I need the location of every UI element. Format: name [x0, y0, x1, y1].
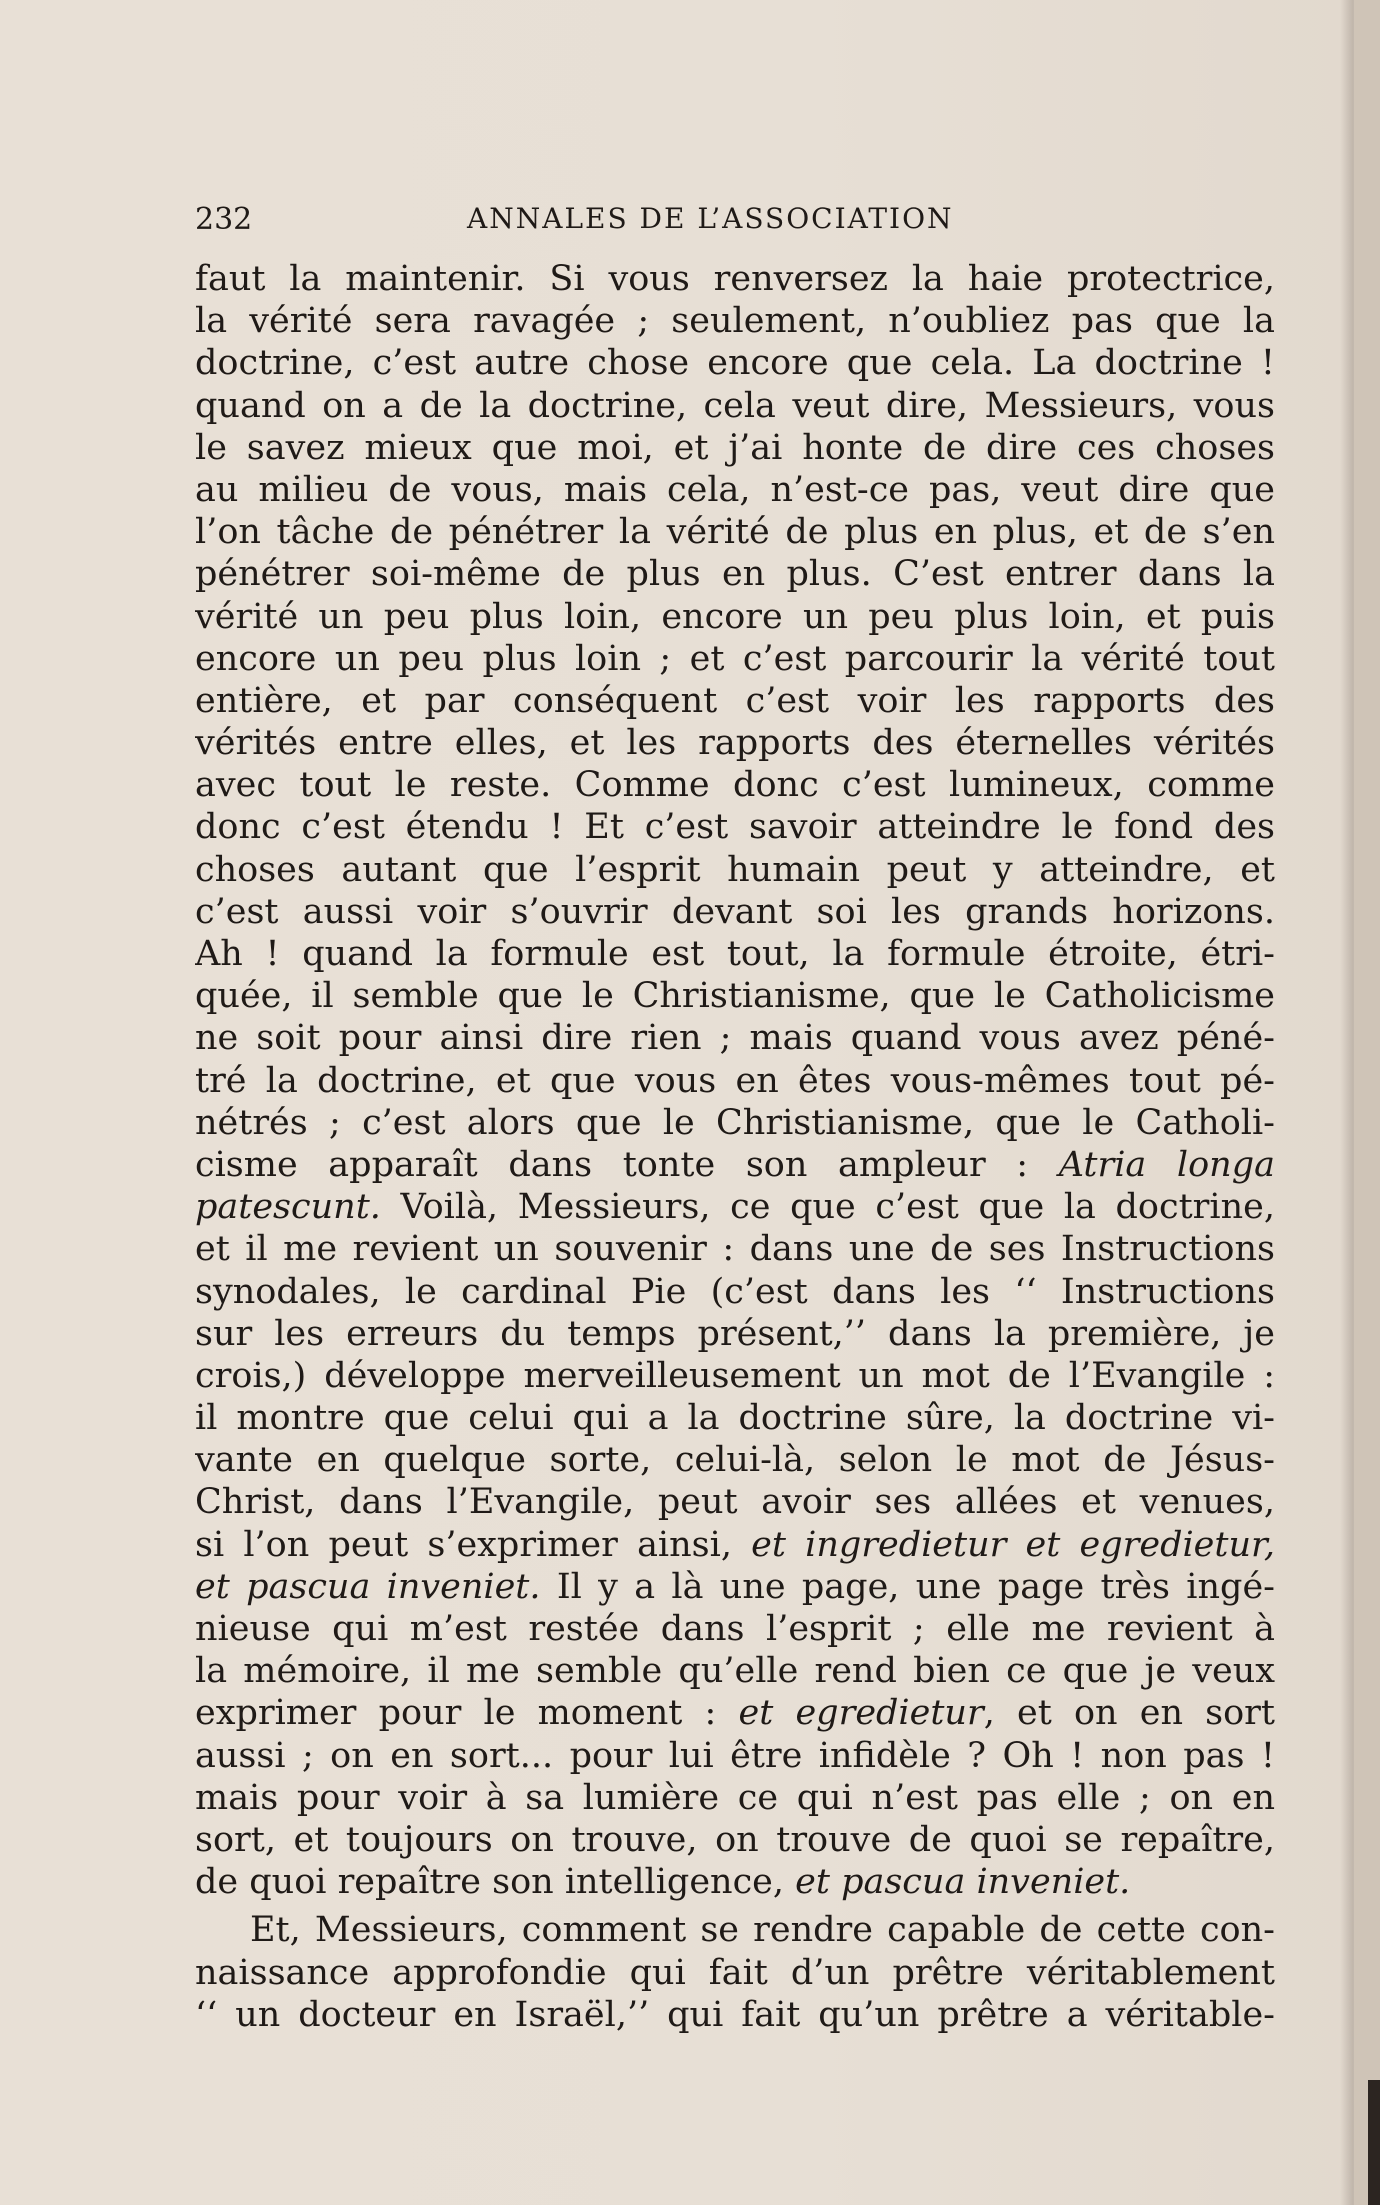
text-line: le savez mieux que moi, et j’ai honte de dire ces choses: [195, 427, 1275, 468]
text-line: quand on a de la doctrine, cela veut dire, Messieurs, vous: [195, 385, 1275, 426]
text-line: la vérité sera ravagée ; seulement, n’oubliez pas que la: [195, 301, 1275, 342]
text-line: aussi ; on en sort... pour lui être infidèle ? Oh ! non pas !: [195, 1735, 1275, 1776]
page-edge-dark: [1368, 2080, 1380, 2205]
text-line: sort, et toujours on trouve, on trouve de quoi se repaître,: [195, 1819, 1275, 1860]
text-segment: cisme apparaît dans tonte son ampleur :: [195, 1144, 1029, 1185]
text-line: naissance approfondie qui fait d’un prêtre véritablement: [195, 1952, 1275, 1993]
text-line: au milieu de vous, mais cela, n’est-ce pas, veut dire que: [195, 469, 1275, 510]
latin-quote: patescunt.: [195, 1187, 381, 1228]
text-line: nétrés ; c’est alors que le Christianisme, que le Catholi-: [195, 1102, 1275, 1143]
running-head: [195, 196, 1275, 240]
text-line: avec tout le reste. Comme donc c’est lumineux, comme: [195, 765, 1275, 806]
text-line: faut la maintenir. Si vous renversez la haie protectrice,: [195, 259, 1275, 299]
page-edge: [1354, 0, 1380, 2205]
text-segment: si l’on peut s’exprimer ainsi,: [195, 1524, 732, 1565]
page-edge-shadow: [1340, 0, 1354, 2205]
latin-quote: et pascua inveniet.: [795, 1862, 1131, 1903]
text-line: c’est aussi voir s’ouvrir devant soi les grands horizons.: [195, 891, 1275, 932]
text-line: sur les erreurs du temps présent,’’ dans la première, je: [195, 1313, 1275, 1354]
text-line: [195, 1524, 1275, 1566]
text-line: pénétrer soi-même de plus en plus. C’est entrer dans la: [195, 554, 1275, 595]
text-line: ne soit pour ainsi dire rien ; mais quand vous avez péné-: [195, 1018, 1275, 1059]
text-line: l’on tâche de pénétrer la vérité de plus en plus, et de s’en: [195, 512, 1275, 553]
text-line: il montre que celui qui a la doctrine sûre, la doctrine vi-: [195, 1398, 1275, 1439]
text-line: vante en quelque sorte, celui-là, selon le mot de Jésus-: [195, 1440, 1275, 1481]
text-line: [195, 1144, 1275, 1186]
text-line: Ah ! quand la formule est tout, la formule étroite, étri-: [195, 934, 1275, 974]
page-number: 232: [195, 202, 253, 237]
text-line: nieuse qui m’est restée dans l’esprit ; elle me revient à: [195, 1609, 1275, 1649]
text-line: synodales, le cardinal Pie (c’est dans les ‘‘ Instructions: [195, 1271, 1275, 1312]
text-line: donc c’est étendu ! Et c’est savoir atteindre le fond des: [195, 807, 1275, 848]
text-line: ‘‘ un docteur en Israël,’’ qui fait qu’un prêtre a véritable-: [195, 1994, 1275, 2035]
text-line: Christ, dans l’Evangile, peut avoir ses allées et venues,: [195, 1482, 1275, 1523]
text-segment: de quoi repaître son intelligence,: [195, 1862, 785, 1903]
text-line: encore un peu plus loin ; et c’est parcourir la vérité tout: [195, 638, 1275, 679]
latin-quote: Atria longa: [1058, 1144, 1275, 1185]
text-segment: Il y a là une page, une page très ingé-: [556, 1566, 1275, 1607]
text-line: la mémoire, il me semble qu’elle rend bien ce que je veux: [195, 1651, 1275, 1692]
running-title: ANNALES DE L’ASSOCIATION: [467, 202, 954, 235]
text-line: mais pour voir à sa lumière ce qui n’est pas elle ; on en: [195, 1777, 1275, 1818]
text-segment: Voilà, Messieurs, ce que c’est que la doctrine,: [400, 1187, 1275, 1228]
text-line: [195, 1861, 1275, 1903]
text-line: crois,) développe merveilleusement un mot de l’Evangile :: [195, 1355, 1275, 1396]
latin-quote: et ingredietur et egredietur,: [751, 1524, 1275, 1565]
text-line: tré la doctrine, et que vous en êtes vous-mêmes tout pé-: [195, 1060, 1275, 1101]
text-line: [195, 1566, 1275, 1608]
text-line: et il me revient un souvenir : dans une de ses Instructions: [195, 1229, 1275, 1270]
body-text: [195, 258, 1275, 2036]
text-line: vérité un peu plus loin, encore un peu plus loin, et puis: [195, 596, 1275, 637]
text-line: [195, 1692, 1275, 1734]
text-line: [195, 1186, 1275, 1228]
text-line: entière, et par conséquent c’est voir les rapports des: [195, 680, 1275, 721]
text-line: doctrine, c’est autre chose encore que cela. La doctrine !: [195, 343, 1275, 384]
text-line: vérités entre elles, et les rapports des éternelles vérités: [195, 723, 1275, 764]
text-segment: , et on en sort: [983, 1693, 1275, 1734]
text-line: Et, Messieurs, comment se rendre capable de cette con-: [250, 1910, 1275, 1951]
latin-quote: et egredietur: [738, 1693, 984, 1734]
text-segment: exprimer pour le moment :: [195, 1693, 717, 1734]
text-line: quée, il semble que le Christianisme, que le Catholicisme: [195, 976, 1275, 1017]
latin-quote: et pascua inveniet.: [195, 1566, 541, 1607]
text-line: choses autant que l’esprit humain peut y atteindre, et: [195, 849, 1275, 890]
